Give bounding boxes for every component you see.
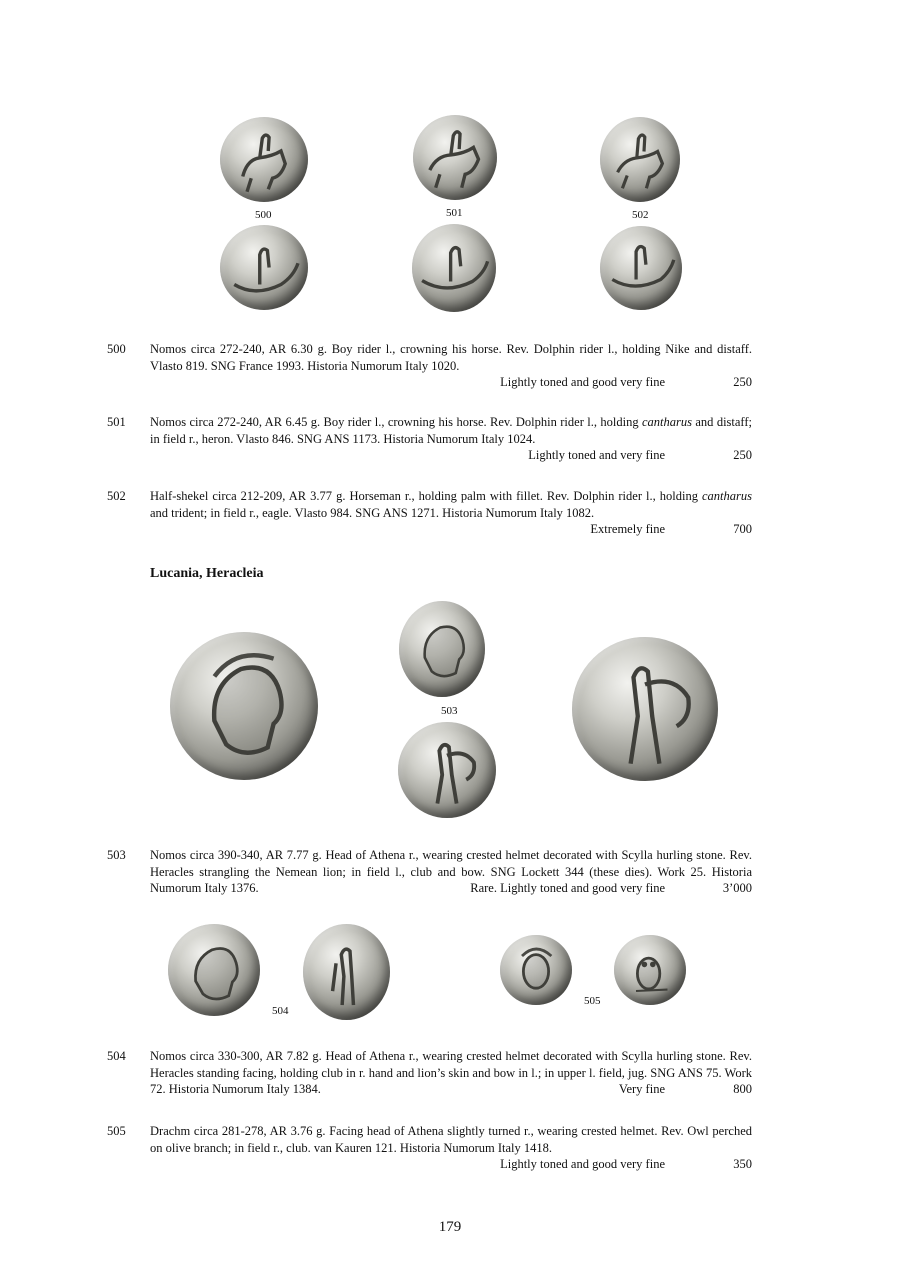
lot-description: Half-shekel circa 212-209, AR 3.77 g. Horseman r., holding palm with fillet. Rev. Dolphin rider l., holding cantharus and trident; in field r., eagle. Vlasto 984. SNG ANS 1271. Historia Numorum Italy 1082.	[150, 489, 752, 520]
coin-502-reverse-image	[600, 226, 682, 310]
coin-503-reverse-image	[398, 722, 496, 818]
coin-505-reverse-image	[614, 935, 686, 1005]
lot-number: 500	[107, 342, 126, 356]
lot-number: 505	[107, 1124, 126, 1138]
lot-entry-505	[107, 1123, 752, 1171]
lot-description: Nomos circa 272-240, AR 6.45 g. Boy rider l., crowning his horse. Rev. Dolphin rider l., holding cantharus and distaff; in field r., heron. Vlasto 846. SNG ANS 1173. Historia Numorum Italy 1024.	[150, 415, 752, 446]
lot-entry-500	[107, 341, 752, 389]
coin-501-obverse-image	[413, 115, 497, 200]
coin-label-501: 501	[446, 207, 463, 219]
lot-description: Nomos circa 330-300, AR 7.82 g. Head of Athena r., wearing crested helmet decorated with Scylla hurling stone. Rev. Heracles standing facing, holding club in r. hand and lion’s skin and bow in l.; in upper l. field, jug. SNG ANS 75. Work 72. Historia Numorum Italy 1384.	[150, 1049, 752, 1096]
coin-label-504: 504	[272, 1005, 289, 1017]
coin-500-obverse-image	[220, 117, 308, 202]
coin-label-503: 503	[441, 705, 458, 717]
lot-number: 502	[107, 489, 126, 503]
coin-label-505: 505	[584, 995, 601, 1007]
lot-estimate: 350	[733, 1157, 752, 1171]
lot-grade: Lightly toned and good very fine	[500, 375, 665, 389]
lot-entry-504	[107, 1048, 752, 1098]
lot-grade: Lightly toned and very fine	[528, 448, 665, 462]
coin-505-obverse-image	[500, 935, 572, 1005]
lot-description: Nomos circa 272-240, AR 6.30 g. Boy rider l., crowning his horse. Rev. Dolphin rider l., holding Nike and distaff. Vlasto 819. SNG France 1993. Historia Numorum Italy 1020.	[150, 342, 752, 373]
coin-label-502: 502	[632, 209, 649, 221]
coin-502-obverse-image	[600, 117, 680, 202]
coin-504-reverse-image	[303, 924, 390, 1020]
lot-entry-501	[107, 414, 752, 462]
page-number: 179	[438, 1219, 462, 1235]
lot-estimate: 3’000	[722, 881, 752, 895]
lot-number: 501	[107, 415, 126, 429]
lot-number: 504	[107, 1049, 126, 1063]
coin-503-obverse-image	[399, 601, 485, 697]
lot-grade: Lightly toned and good very fine	[500, 1157, 665, 1171]
lot-entry-502	[107, 488, 752, 536]
lot-estimate: 250	[733, 375, 752, 389]
section-heading: Lucania, Heracleia	[150, 566, 264, 581]
coin-503-reverse-enlarged-image	[572, 637, 718, 781]
lot-estimate: 700	[733, 522, 752, 536]
coin-label-500: 500	[255, 209, 272, 221]
coin-501-reverse-image	[412, 224, 496, 312]
coin-504-obverse-image	[168, 924, 260, 1016]
lot-grade: Very fine	[618, 1082, 665, 1096]
lot-grade: Rare. Lightly toned and good very fine	[470, 881, 665, 895]
coin-500-reverse-image	[220, 225, 308, 310]
lot-estimate: 250	[733, 448, 752, 462]
lot-number: 503	[107, 848, 126, 862]
coin-503-obverse-enlarged-image	[170, 632, 318, 780]
lot-estimate: 800	[733, 1082, 752, 1096]
lot-grade: Extremely fine	[590, 522, 665, 536]
lot-entry-503	[107, 847, 752, 897]
lot-description: Nomos circa 390-340, AR 7.77 g. Head of Athena r., wearing crested helmet decorated with Scylla hurling stone. Rev. Heracles strangling the Nemean lion; in field l., club and bow. SNG Lockett 344 (these dies). Work 25. Historia Numorum Italy 1376.	[150, 848, 752, 895]
lot-description: Drachm circa 281-278, AR 3.76 g. Facing head of Athena slightly turned r., wearing crested helmet. Rev. Owl perched on olive branch; in field r., club. van Kauren 121. Historia Numorum Italy 1418.	[150, 1124, 752, 1155]
